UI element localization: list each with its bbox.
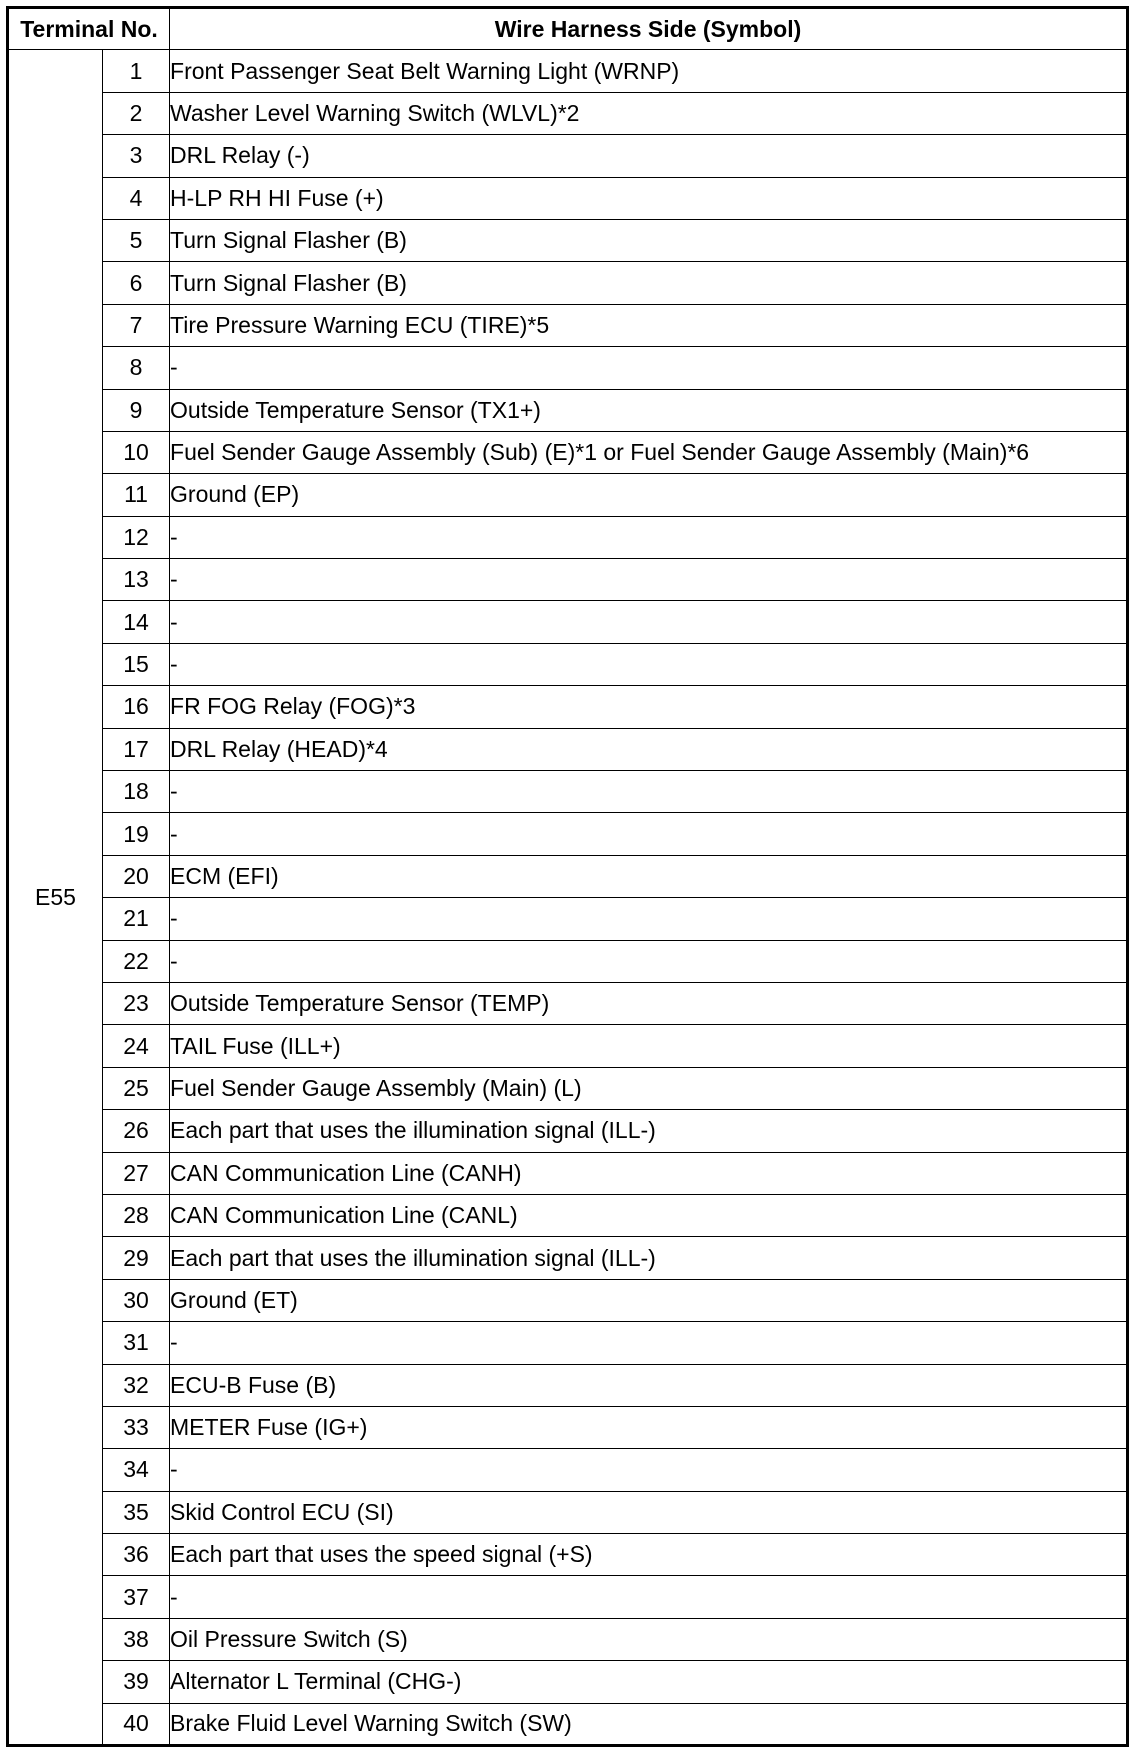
table-row <box>8 1364 1128 1406</box>
terminal-number: 7 <box>103 304 170 346</box>
table-row <box>8 940 1128 982</box>
table-row <box>8 219 1128 261</box>
terminal-description: - <box>170 771 1128 813</box>
table-row <box>8 516 1128 558</box>
terminal-number: 40 <box>103 1703 170 1745</box>
table-row <box>8 347 1128 389</box>
table-row <box>8 135 1128 177</box>
terminal-description: ECU-B Fuse (B) <box>170 1364 1128 1406</box>
table-row <box>8 601 1128 643</box>
terminal-number: 11 <box>103 474 170 516</box>
table-body <box>8 50 1128 1746</box>
terminal-number: 30 <box>103 1279 170 1321</box>
table-row <box>8 898 1128 940</box>
terminal-description: Fuel Sender Gauge Assembly (Sub) (E)*1 or Fuel Sender Gauge Assembly (Main)*6 <box>170 431 1128 473</box>
terminal-number: 9 <box>103 389 170 431</box>
terminal-description: - <box>170 898 1128 940</box>
terminal-number: 17 <box>103 728 170 770</box>
terminal-number: 3 <box>103 135 170 177</box>
terminal-description: Outside Temperature Sensor (TEMP) <box>170 982 1128 1024</box>
terminal-description: Ground (ET) <box>170 1279 1128 1321</box>
terminal-number: 23 <box>103 982 170 1024</box>
table-row <box>8 262 1128 304</box>
terminal-number: 5 <box>103 219 170 261</box>
terminal-description: DRL Relay (-) <box>170 135 1128 177</box>
terminal-number: 31 <box>103 1322 170 1364</box>
terminal-description: Each part that uses the speed signal (+S) <box>170 1534 1128 1576</box>
connector-label: E55 <box>8 50 103 1746</box>
header-wire-harness-side: Wire Harness Side (Symbol) <box>170 8 1128 50</box>
table-row <box>8 1534 1128 1576</box>
terminal-number: 20 <box>103 855 170 897</box>
terminal-description: Fuel Sender Gauge Assembly (Main) (L) <box>170 1067 1128 1109</box>
terminal-number: 27 <box>103 1152 170 1194</box>
terminal-description: ECM (EFI) <box>170 855 1128 897</box>
terminal-number: 22 <box>103 940 170 982</box>
terminal-description: Outside Temperature Sensor (TX1+) <box>170 389 1128 431</box>
terminal-number: 29 <box>103 1237 170 1279</box>
terminal-description: TAIL Fuse (ILL+) <box>170 1025 1128 1067</box>
table-row <box>8 177 1128 219</box>
table-row <box>8 1279 1128 1321</box>
terminal-number: 16 <box>103 686 170 728</box>
terminal-description: Tire Pressure Warning ECU (TIRE)*5 <box>170 304 1128 346</box>
terminal-number: 33 <box>103 1406 170 1448</box>
terminal-number: 32 <box>103 1364 170 1406</box>
terminal-number: 14 <box>103 601 170 643</box>
terminal-number: 4 <box>103 177 170 219</box>
table-row <box>8 1406 1128 1448</box>
terminal-number: 10 <box>103 431 170 473</box>
terminal-table-container <box>6 6 1126 1747</box>
terminal-description: - <box>170 643 1128 685</box>
table-row <box>8 728 1128 770</box>
terminal-number: 35 <box>103 1491 170 1533</box>
table-row <box>8 813 1128 855</box>
table-row <box>8 92 1128 134</box>
table-row <box>8 1618 1128 1660</box>
terminal-description: Skid Control ECU (SI) <box>170 1491 1128 1533</box>
terminal-description: - <box>170 1322 1128 1364</box>
header-terminal-no: Terminal No. <box>8 8 170 50</box>
table-row <box>8 1237 1128 1279</box>
terminal-description: - <box>170 559 1128 601</box>
terminal-description: METER Fuse (IG+) <box>170 1406 1128 1448</box>
terminal-description: Turn Signal Flasher (B) <box>170 262 1128 304</box>
terminal-description: DRL Relay (HEAD)*4 <box>170 728 1128 770</box>
terminal-number: 28 <box>103 1194 170 1236</box>
terminal-number: 18 <box>103 771 170 813</box>
terminal-number: 15 <box>103 643 170 685</box>
terminal-description: - <box>170 1576 1128 1618</box>
terminal-description: - <box>170 1449 1128 1491</box>
terminal-description: Alternator L Terminal (CHG-) <box>170 1661 1128 1703</box>
terminal-description: H-LP RH HI Fuse (+) <box>170 177 1128 219</box>
terminal-number: 25 <box>103 1067 170 1109</box>
table-row <box>8 855 1128 897</box>
table-row <box>8 559 1128 601</box>
terminal-description: Front Passenger Seat Belt Warning Light (WRNP) <box>170 50 1128 92</box>
table-row <box>8 1194 1128 1236</box>
table-row <box>8 50 1128 92</box>
terminal-description: - <box>170 813 1128 855</box>
terminal-table <box>6 6 1129 1747</box>
terminal-description: Washer Level Warning Switch (WLVL)*2 <box>170 92 1128 134</box>
table-row <box>8 1703 1128 1745</box>
terminal-number: 37 <box>103 1576 170 1618</box>
terminal-number: 8 <box>103 347 170 389</box>
table-row <box>8 1661 1128 1703</box>
table-row <box>8 1576 1128 1618</box>
terminal-description: FR FOG Relay (FOG)*3 <box>170 686 1128 728</box>
terminal-number: 34 <box>103 1449 170 1491</box>
terminal-description: - <box>170 347 1128 389</box>
terminal-description: CAN Communication Line (CANL) <box>170 1194 1128 1236</box>
terminal-description: Ground (EP) <box>170 474 1128 516</box>
terminal-number: 36 <box>103 1534 170 1576</box>
table-row <box>8 1322 1128 1364</box>
terminal-number: 12 <box>103 516 170 558</box>
table-header-row <box>8 8 1128 50</box>
terminal-description: Turn Signal Flasher (B) <box>170 219 1128 261</box>
terminal-number: 26 <box>103 1110 170 1152</box>
table-row <box>8 431 1128 473</box>
terminal-number: 13 <box>103 559 170 601</box>
table-row <box>8 1449 1128 1491</box>
terminal-description: - <box>170 601 1128 643</box>
terminal-description: Oil Pressure Switch (S) <box>170 1618 1128 1660</box>
table-row <box>8 474 1128 516</box>
terminal-description: CAN Communication Line (CANH) <box>170 1152 1128 1194</box>
table-row <box>8 982 1128 1024</box>
table-row <box>8 304 1128 346</box>
terminal-number: 24 <box>103 1025 170 1067</box>
table-row <box>8 643 1128 685</box>
table-row <box>8 1110 1128 1152</box>
terminal-number: 39 <box>103 1661 170 1703</box>
terminal-description: - <box>170 516 1128 558</box>
table-row <box>8 389 1128 431</box>
table-row <box>8 1067 1128 1109</box>
table-row <box>8 686 1128 728</box>
terminal-description: - <box>170 940 1128 982</box>
table-row <box>8 1152 1128 1194</box>
terminal-number: 38 <box>103 1618 170 1660</box>
table-row <box>8 1491 1128 1533</box>
terminal-number: 1 <box>103 50 170 92</box>
terminal-number: 6 <box>103 262 170 304</box>
terminal-number: 21 <box>103 898 170 940</box>
table-row <box>8 771 1128 813</box>
table-row <box>8 1025 1128 1067</box>
terminal-description: Each part that uses the illumination signal (ILL-) <box>170 1237 1128 1279</box>
terminal-number: 2 <box>103 92 170 134</box>
terminal-description: Brake Fluid Level Warning Switch (SW) <box>170 1703 1128 1745</box>
terminal-description: Each part that uses the illumination signal (ILL-) <box>170 1110 1128 1152</box>
terminal-number: 19 <box>103 813 170 855</box>
